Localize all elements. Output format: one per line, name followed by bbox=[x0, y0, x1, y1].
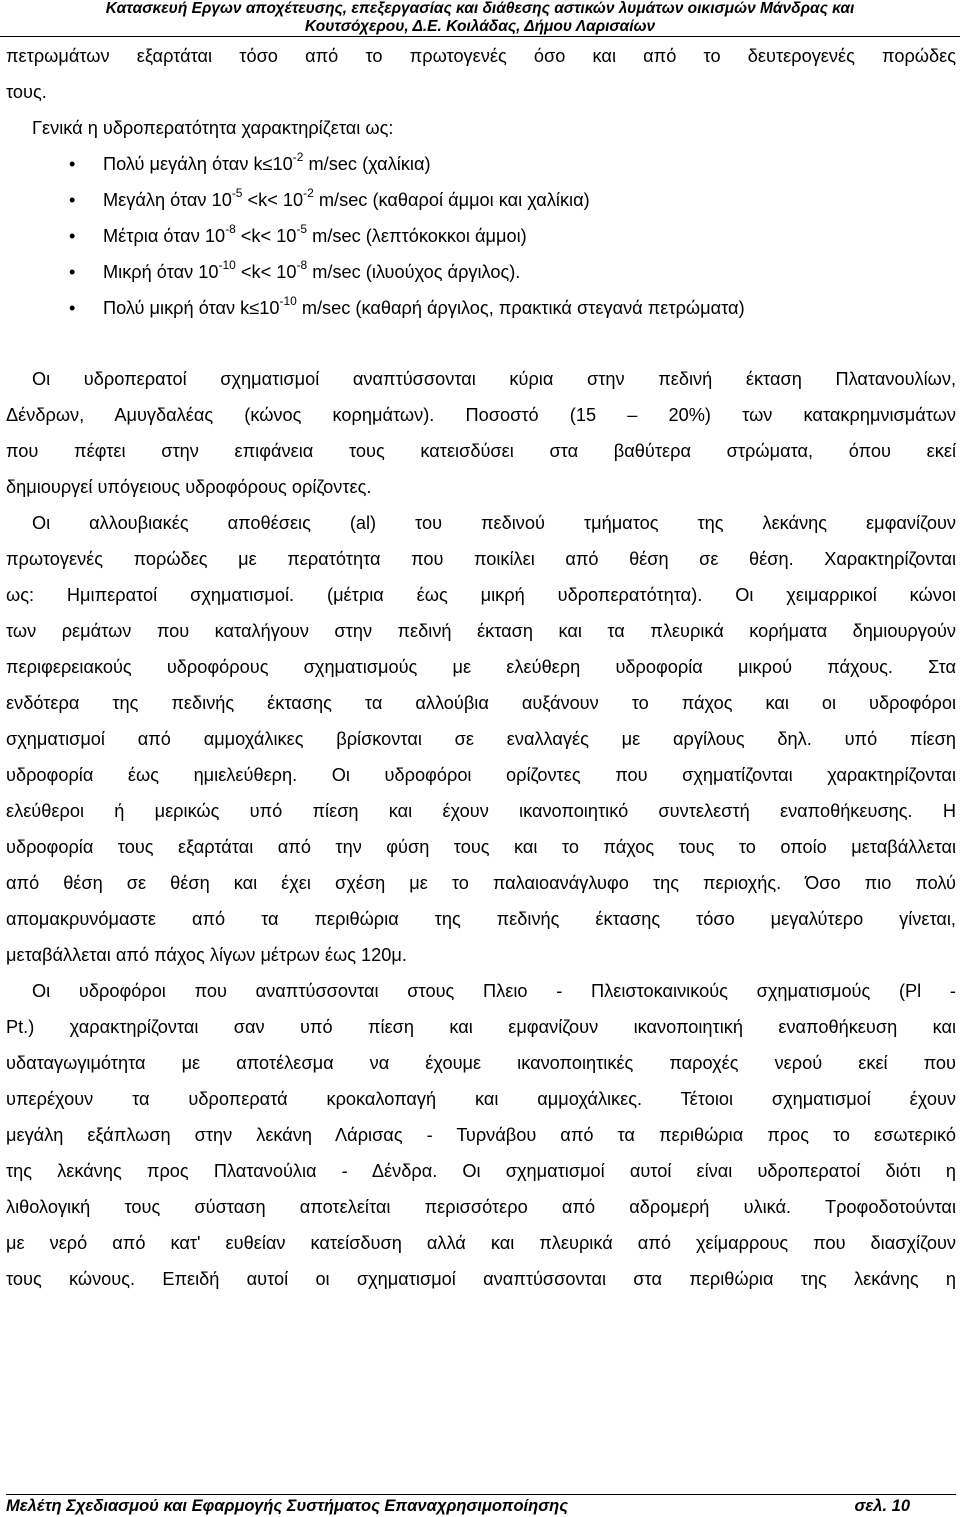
bullet-item: • Πολύ μικρή όταν $k\le 10^{-10}$ m/sec (καθαρή άργιλος, πρακτικά στεγανά πετρώματα) bbox=[6, 290, 956, 326]
para2-line: πρωτογενές πορώδες με περατότητα που ποικίλει από θέση σε θέση. Χαρακτηρίζονται bbox=[6, 549, 956, 569]
page-number: σελ. 10 bbox=[854, 1497, 910, 1515]
para3-line: Pt.) χαρακτηρίζονται σαν υπό πίεση και εμφανίζουν ικανοποιητική εναποθήκευση και bbox=[6, 1017, 956, 1037]
bullet-item: • Μικρή όταν $10^{-10} <k< 10^{-8}$ m/sec (ιλυούχος άργιλος). bbox=[6, 254, 956, 290]
bullet-icon: • bbox=[69, 190, 76, 210]
header-line-1: Κατασκευή Εργων αποχέτευσης, επεξεργασίας και διάθεσης αστικών λυμάτων οικισμών Μάνδρας και bbox=[105, 0, 855, 17]
page-header bbox=[0, 0, 960, 37]
para1-line: που πέφτει στην επιφάνεια τους κατεισδύσει στα βαθύτερα στρώματα, όπου εκεί bbox=[6, 441, 956, 461]
para2-line: Οι αλλουβιακές αποθέσεις (al) του πεδινού τμήματος της λεκάνης εμφανίζουν bbox=[32, 513, 956, 533]
para3-line: μεγάλη εξάπλωση στην λεκάνη Λάρισας - Τυρνάβου από τα περιθώρια προς το εσωτερικό bbox=[6, 1125, 956, 1145]
page-footer bbox=[6, 1494, 956, 1517]
para2-line: ως: Ημιπερατοί σχηματισμοί. (μέτρια έως μικρή υδροπερατότητα). Οι χειμαρρικοί κώνοι bbox=[6, 585, 956, 605]
document-body bbox=[6, 38, 956, 1297]
para2-line: των ρεμάτων που καταλήγουν στην πεδινή έκταση και τα πλευρικά κορήματα δημιουργούν bbox=[6, 621, 956, 641]
para2-line: περιφερειακούς υδροφόρους σχηματισμούς με ελεύθερη υδροφορία μικρού πάχους. Στα bbox=[6, 657, 956, 677]
bullet-item: • Μέτρια όταν $10^{-8} <k< 10^{-5}$ m/sec (λεπτόκοκκοι άμμοι) bbox=[6, 218, 956, 254]
para2-line: υδροφορία τους εξαρτάται από την φύση τους και το πάχος τους το οποίο μεταβάλλεται bbox=[6, 837, 956, 857]
para2-line: ελεύθεροι ή μερικώς υπό πίεση και έχουν ικανοποιητικό συντελεστή εναποθήκευσης. Η bbox=[6, 801, 956, 821]
intro-line-2: τους. bbox=[6, 82, 47, 102]
para3-line: υπερέχουν τα υδροπερατά κροκαλοπαγή και αμμοχάλικες. Τέτοιοι σχηματισμοί έχουν bbox=[6, 1089, 956, 1109]
para3-line: λιθολογική τους σύσταση αποτελείται περισσότερο από αδρομερή υλικά. Τροφοδοτούνται bbox=[6, 1197, 956, 1217]
para2-line: σχηματισμοί από αμμοχάλικες βρίσκονται σε εναλλαγές με αργίλους δηλ. υπό πίεση bbox=[6, 729, 956, 749]
para3-line: τους κώνους. Επειδή αυτοί οι σχηματισμοί αναπτύσσονται στα περιθώρια της λεκάνης η bbox=[6, 1269, 956, 1289]
para1-line: Οι υδροπερατοί σχηματισμοί αναπτύσσονται κύρια στην πεδινή έκταση Πλατανουλίων, bbox=[32, 369, 956, 389]
para2-line: μεταβάλλεται από πάχος λίγων μέτρων έως 120μ. bbox=[6, 945, 407, 965]
para1-line: Δένδρων, Αμυγδαλέας (κώνος κορημάτων). Ποσοστό (15 – 20%) των κατακρημνισμάτων bbox=[6, 405, 956, 425]
para3-line: υδαταγωγιμότητα με αποτέλεσμα να έχουμε ικανοποιητικές παροχές νερού εκεί που bbox=[6, 1053, 956, 1073]
bullet-item: • Μεγάλη όταν $10^{-5} <k< 10^{-2}$ m/sec (καθαροί άμμοι και χαλίκια) bbox=[6, 182, 956, 218]
para3-line: Οι υδροφόροι που αναπτύσσονται στους Πλειο - Πλειστοκαινικούς σχηματισμούς (Pl - bbox=[32, 981, 956, 1001]
bullet-item: • Πολύ μεγάλη όταν $k\le 10^{-2}$ m/sec (χαλίκια) bbox=[6, 146, 956, 182]
para2-line: ενδότερα της πεδινής έκτασης τα αλλούβια αυξάνουν το πάχος και οι υδροφόροι bbox=[6, 693, 956, 713]
bullet-icon: • bbox=[69, 262, 76, 282]
para1-line: δημιουργεί υπόγειους υδροφόρους ορίζοντες. bbox=[6, 477, 372, 497]
header-line-2: Κουτσόχερου, Δ.Ε. Κοιλάδας, Δήμου Λαρισαίων bbox=[304, 18, 656, 35]
para2-line: απομακρυνόμαστε από τα περιθώρια της πεδινής έκτασης τόσο μεγαλύτερο γίνεται, bbox=[6, 909, 956, 929]
paragraph-gap bbox=[6, 326, 956, 361]
para2-line: από θέση σε θέση και έχει σχέση με το παλαιοανάγλυφο της περιοχής. Όσο πιο πολύ bbox=[6, 873, 956, 893]
intro-line-3: Γενικά η υδροπερατότητα χαρακτηρίζεται ως: bbox=[32, 118, 394, 138]
para3-line: με νερό από κατ' ευθείαν κατείσδυση αλλά και πλευρικά από χείμαρρους που διασχίζουν bbox=[6, 1233, 956, 1253]
para2-line: υδροφορία έως ημιελεύθερη. Οι υδροφόροι ορίζοντες που σχηματίζονται χαρακτηρίζονται bbox=[6, 765, 956, 785]
bullet-icon: • bbox=[69, 298, 76, 318]
para3-line: της λεκάνης προς Πλατανούλια - Δένδρα. Οι σχηματισμοί αυτοί είναι υδροπερατοί διότι η bbox=[6, 1161, 956, 1181]
intro-line-1: πετρωμάτων εξαρτάται τόσο από το πρωτογενές όσο και από το δευτερογενές πορώδες bbox=[6, 46, 956, 66]
bullet-icon: • bbox=[69, 154, 76, 174]
bullet-icon: • bbox=[69, 226, 76, 246]
footer-title: Μελέτη Σχεδιασμού και Εφαρμογής Συστήματος Επαναχρησιμοποίησης bbox=[6, 1497, 568, 1515]
